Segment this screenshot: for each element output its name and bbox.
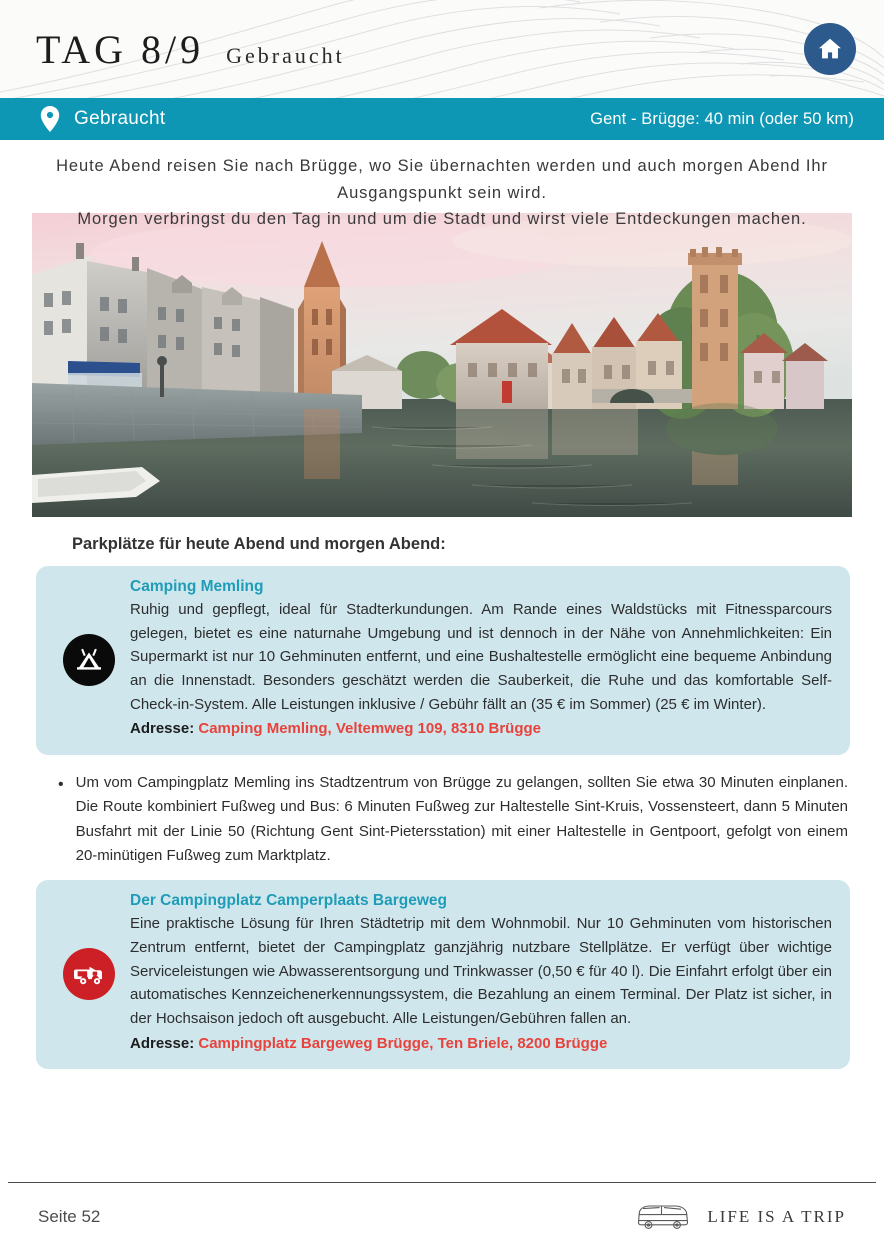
hero-intro-line-2: Morgen verbringst du den Tag in und um die Stadt und wirst viele Entdeckungen machen. [77, 210, 807, 229]
page-title [36, 26, 804, 73]
card-address [130, 1032, 832, 1056]
transit-note [58, 771, 848, 868]
campsite-card-memling[interactable] [36, 566, 850, 755]
tent-icon [73, 644, 105, 676]
location-label: Gebraucht [74, 108, 166, 129]
page-footer [8, 1182, 876, 1250]
card-icon-column [48, 892, 130, 1055]
card-icon-column [48, 578, 130, 741]
brand-text: LIFE IS A TRIP [707, 1206, 846, 1226]
address-label: Adresse: [130, 1034, 195, 1052]
address-label: Adresse: [130, 720, 195, 738]
page-title-sub: Gebraucht [226, 42, 345, 68]
camper-van-icon [72, 957, 106, 991]
bruges-canal-photo [32, 213, 852, 517]
card-body [130, 578, 834, 741]
card-body [130, 892, 834, 1055]
route-info: Gent - Brügge: 40 min (oder 50 km) [590, 109, 854, 128]
parking-section-heading: Parkplätze für heute Abend und morgen Abend: [72, 535, 446, 553]
card-description: Ruhig und gepflegt, ideal für Stadterkundungen. Am Rande eines Waldstücks mit Fitnessparcours gelegen, bietet es eine naturnahe Umgebung und ist dennoch in der Nähe von Annehmlichkeiten: Ein Supermarkt ist nur 10 Gehminuten entfernt, und eine Bushaltestelle ermöglicht eine bequeme Anbindung an die Innenstadt. Besonders geschätzt werden die Sauberkeit, die Ruhe und das komfortable Self-Check-in-System. Alle Leistungen inklusive / Gebühr fällt an (35 € im Sommer) (25 € im Winter). [130, 601, 832, 713]
page-number: Seite 52 [38, 1206, 101, 1226]
location-bar [0, 98, 884, 140]
hero-intro-text [42, 153, 842, 233]
hero-intro-line-1: Heute Abend reisen Sie nach Brügge, wo Sie übernachten werden und auch morgen Abend Ihr Ausgangspunkt sein wird. [56, 157, 828, 202]
tent-icon-badge [63, 634, 115, 686]
card-address [130, 717, 832, 741]
page-title-main: TAG 8/9 [36, 26, 205, 72]
vw-bus-icon [635, 1202, 691, 1232]
campsite-card-bargeweg[interactable] [36, 880, 850, 1069]
location-bar-left [40, 106, 590, 132]
map-pin-icon [40, 106, 60, 132]
camper-van-icon-badge [63, 948, 115, 1000]
address-value[interactable]: Campingplatz Bargeweg Brügge, Ten Briele, 8200 Brügge [198, 1034, 608, 1052]
transit-note-text: Um vom Campingplatz Memling ins Stadtzentrum von Brügge zu gelangen, sollten Sie etwa 30 Minuten einplanen. Die Route kombiniert Fußweg und Bus: 6 Minuten Fußweg zur Haltestelle Sint-Kruis, Vossensteert, dann 5 Minuten Busfahrt mit der Linie 50 (Richtung Gent Sint-Pietersstation) mit einer Haltestelle in Gentpoort, gefolgt von einem 20-minütigen Fußweg zum Marktplatz. [75, 774, 848, 865]
brand-logo [635, 1202, 846, 1232]
page-header [0, 0, 884, 98]
bullet-marker: • [58, 776, 64, 794]
address-value[interactable]: Camping Memling, Veltemweg 109, 8310 Brügge [198, 720, 541, 738]
home-icon [816, 35, 844, 63]
card-title: Der Campingplatz Camperplaats Bargeweg [130, 892, 447, 910]
hero-section [32, 149, 852, 517]
card-description: Eine praktische Lösung für Ihren Städtetrip mit dem Wohnmobil. Nur 10 Gehminuten vom historischen Zentrum entfernt, bietet der Campingplatz ganzjährig nutzbare Stellplätze. Er verfügt über wichtige Serviceleistungen wie Abwasserentsorgung und Trinkwasser (0,50 € für 40 l). Die Einfahrt erfolgt über ein automatisches Kennzeichenerkennungssystem, die Bezahlung an einem Terminal. Der Platz ist sicher, in der Hochsaison jedoch oft ausgebucht. Alle Leistungen/Gebühren fallen an. [130, 915, 832, 1028]
home-button[interactable] [804, 23, 856, 75]
card-title: Camping Memling [130, 578, 264, 595]
